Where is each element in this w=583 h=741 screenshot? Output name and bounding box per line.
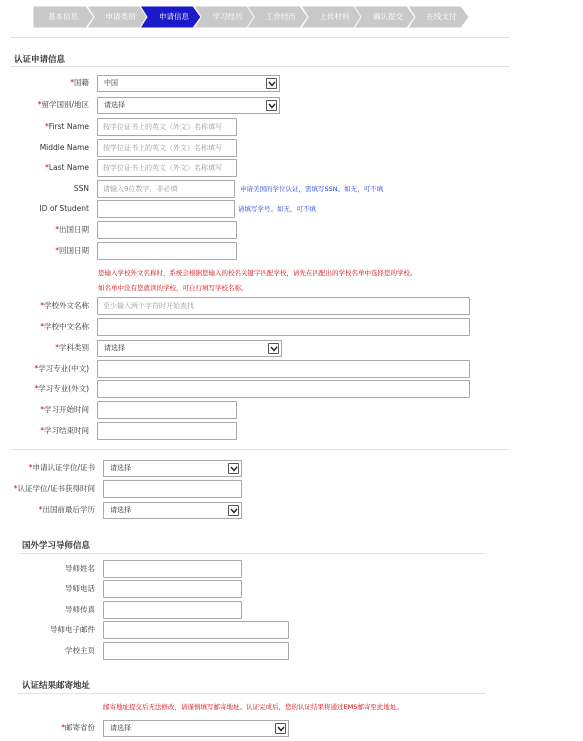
school-chinese-field[interactable] <box>97 318 470 336</box>
divider <box>10 66 510 67</box>
degree-select[interactable] <box>103 460 242 477</box>
degree-date-input[interactable] <box>104 481 241 497</box>
mail-hint: 邮寄地址提交后无法修改，请谨慎填写邮寄地址。认证完成后，您的认证结果将通过EMS邮寄至此地址。 <box>103 703 403 711</box>
return-date-label: *回国日期 <box>55 246 89 255</box>
study-end-field[interactable] <box>97 422 237 440</box>
nationality-label: *国籍 <box>70 78 89 87</box>
study-country-value: 请选择 <box>104 101 125 109</box>
school-foreign-label: *学校外文名称 <box>40 301 89 310</box>
major-foreign-label: *学习专业(外文) <box>34 384 89 393</box>
degree-date-field[interactable] <box>103 480 242 498</box>
student-id-label: ID of Student <box>39 204 89 213</box>
return-date-field[interactable] <box>97 242 237 260</box>
student-id-hint: 请填写学号。如无，可不填 <box>238 205 316 213</box>
return-date-input[interactable] <box>98 243 236 259</box>
ssn-input[interactable] <box>98 181 234 197</box>
last-name-input[interactable] <box>98 160 236 176</box>
advisor-fax-input[interactable] <box>104 602 241 618</box>
chevron-down-icon <box>228 463 239 474</box>
study-country-label: *留学国别/地区 <box>37 100 89 109</box>
last-name-field[interactable] <box>97 159 237 177</box>
chevron-down-icon <box>268 343 279 354</box>
divider <box>10 449 510 450</box>
step-8[interactable] <box>408 6 474 28</box>
step-label: 申请类别 <box>105 12 136 21</box>
school-homepage-input[interactable] <box>104 643 288 659</box>
middle-name-input[interactable] <box>98 140 236 156</box>
step-label: 申请信息 <box>159 12 189 21</box>
study-start-field[interactable] <box>97 401 237 419</box>
depart-date-input[interactable] <box>98 222 236 238</box>
degree-value: 请选择 <box>110 464 131 472</box>
province-label: *邮寄省份 <box>61 723 95 732</box>
student-id-input[interactable] <box>98 201 234 217</box>
edu-before-value: 请选择 <box>110 506 131 514</box>
step-label: 学习经历 <box>212 12 243 21</box>
section-title-advisor: 国外学习导师信息 <box>22 541 91 551</box>
study-end-label: *学习结束时间 <box>40 426 89 435</box>
school-chinese-input[interactable] <box>98 319 469 335</box>
degree-date-label: *认证学位/证书获得时间 <box>13 484 95 493</box>
advisor-phone-label: 导师电话 <box>65 584 95 593</box>
major-cn-label: *学习专业(中文) <box>34 364 89 373</box>
advisor-name-input[interactable] <box>104 561 241 577</box>
school-hint-1: 您输入学校外文名称时，系统会根据您输入的校名关键字匹配学校，请先在匹配出的学校名单中选择您的学校。 <box>98 269 417 277</box>
progress-steps <box>33 6 463 28</box>
ssn-hint: 申请美国的学位认证，需填写SSN。如无，可不填 <box>240 185 384 193</box>
first-name-input[interactable] <box>98 119 236 135</box>
advisor-fax-field[interactable] <box>103 601 242 619</box>
advisor-phone-field[interactable] <box>103 580 242 598</box>
first-name-label: *First Name <box>44 122 89 131</box>
edu-before-select[interactable] <box>103 502 242 519</box>
province-select[interactable] <box>103 720 289 737</box>
student-id-field[interactable] <box>97 200 235 218</box>
step-label: 基本信息 <box>48 12 78 21</box>
step-label: 确认提交 <box>373 12 403 21</box>
step-label: 上传材料 <box>319 12 350 21</box>
edu-before-label: *出国前最后学历 <box>38 505 95 514</box>
school-foreign-field[interactable] <box>97 297 470 315</box>
step-label: 工作经历 <box>266 12 296 21</box>
advisor-phone-input[interactable] <box>104 581 241 597</box>
study-start-input[interactable] <box>98 402 236 418</box>
depart-date-label: *出国日期 <box>55 225 89 234</box>
section-title-apply: 认证申请信息 <box>14 55 66 65</box>
divider <box>10 37 510 38</box>
chevron-down-icon <box>266 78 277 89</box>
divider <box>18 553 486 554</box>
subject-select[interactable] <box>97 340 282 357</box>
subject-label: *学科类别 <box>55 343 89 352</box>
ssn-label: SSN <box>73 184 89 193</box>
advisor-email-field[interactable] <box>103 621 289 639</box>
chevron-down-icon <box>228 505 239 516</box>
province-value: 请选择 <box>110 724 131 732</box>
advisor-fax-label: 导师传真 <box>65 605 95 614</box>
divider <box>18 693 486 694</box>
step-label: 在线支付 <box>426 12 457 21</box>
middle-name-field[interactable] <box>97 139 237 157</box>
study-country-select[interactable] <box>97 97 280 114</box>
depart-date-field[interactable] <box>97 221 237 239</box>
school-homepage-field[interactable] <box>103 642 289 660</box>
school-homepage-label: 学校主页 <box>65 646 95 655</box>
school-chinese-label: *学校中文名称 <box>40 322 89 331</box>
section-title-mail: 认证结果邮寄地址 <box>22 681 91 691</box>
advisor-name-label: 导师姓名 <box>65 564 95 573</box>
last-name-label: *Last Name <box>45 163 89 172</box>
nationality-value: 中国 <box>104 79 118 87</box>
first-name-field[interactable] <box>97 118 237 136</box>
advisor-email-input[interactable] <box>104 622 288 638</box>
major-cn-field[interactable] <box>97 360 470 378</box>
advisor-email-label: 导师电子邮件 <box>50 625 95 634</box>
major-foreign-field[interactable] <box>97 380 470 398</box>
chevron-down-icon <box>275 723 286 734</box>
advisor-name-field[interactable] <box>103 560 242 578</box>
degree-label: *申请认证学位/证书 <box>28 463 95 472</box>
chevron-down-icon <box>266 100 277 111</box>
subject-value: 请选择 <box>104 344 125 352</box>
study-end-input[interactable] <box>98 423 236 439</box>
middle-name-label: Middle Name <box>39 143 89 152</box>
school-foreign-input[interactable] <box>98 298 469 314</box>
nationality-select[interactable] <box>97 75 280 92</box>
major-cn-input[interactable] <box>98 361 469 377</box>
major-foreign-input[interactable] <box>98 381 469 397</box>
school-hint-2: 如名单中没有您就读的学校，可自行填写学校名称。 <box>98 284 248 292</box>
study-start-label: *学习开始时间 <box>40 405 89 414</box>
ssn-field[interactable] <box>97 180 235 198</box>
